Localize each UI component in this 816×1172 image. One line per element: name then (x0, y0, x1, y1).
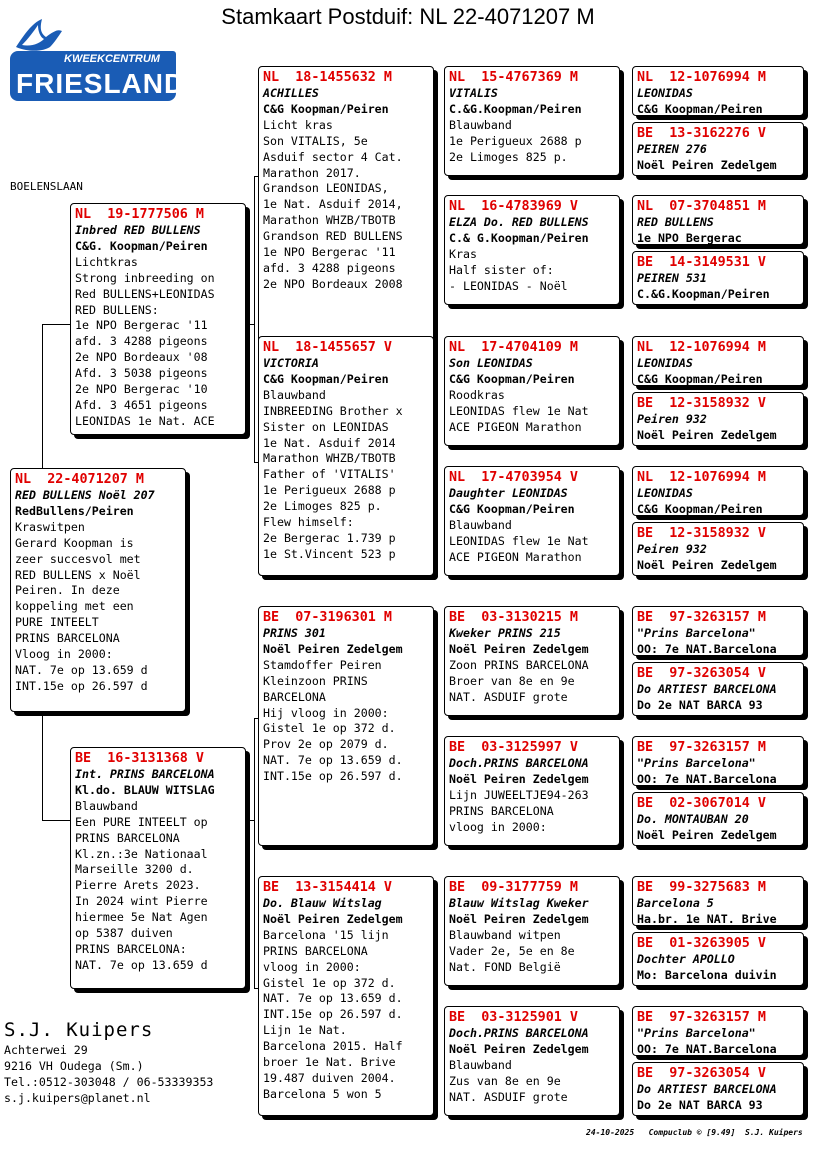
pigeon-card (70, 747, 246, 989)
ring-number: NL 12-1076994 M (637, 340, 766, 355)
pigeon-name: PRINS 301 (263, 626, 326, 640)
pigeon-note: PRINS BARCELONA: (75, 941, 187, 956)
pigeon-card (632, 606, 804, 656)
pigeon-owner: C&G Koopman/Peiren (263, 101, 389, 116)
logo-top-text: KWEEKCENTRUM (64, 53, 160, 65)
ring-number: BE 99-3275683 M (637, 880, 766, 895)
pigeon-note: PRINS BARCELONA (263, 943, 368, 958)
pigeon-note: RED BULLENS: (75, 302, 159, 317)
ring-number: BE 97-3263054 V (637, 1066, 766, 1081)
ring-number: BE 03-3125997 V (449, 740, 578, 755)
pigeon-note: zeer succesvol met (15, 551, 141, 566)
pigeon-card (632, 1006, 804, 1056)
pigeon-note: 1e Nat. Asduif 2014 (263, 435, 396, 450)
pigeon-name: LEONIDAS (637, 356, 693, 370)
breeder-city: 9216 VH Oudega (Sm.) (4, 1059, 144, 1073)
pigeon-name: ELZA Do. RED BULLENS (449, 215, 589, 229)
pigeon-note: Barcelona 2015. Half (263, 1039, 403, 1054)
pigeon-note: PRINS BARCELONA (15, 631, 120, 646)
ring-number: NL 07-3704851 M (637, 199, 766, 214)
pigeon-card (258, 336, 434, 576)
pigeon-card (444, 736, 620, 846)
pigeon-owner: Noël Peiren Zedelgem (637, 427, 777, 442)
pigeon-owner: Do 2e NAT BARCA 93 (637, 697, 763, 712)
pigeon-owner: Noël Peiren Zedelgem (263, 911, 403, 926)
pigeon-card (444, 876, 620, 986)
pigeon-card (444, 336, 620, 446)
pigeon-owner: Noël Peiren Zedelgem (449, 1041, 589, 1056)
page-title: Stamkaart Postduif: NL 22-4071207 M (221, 4, 595, 29)
pigeon-note: Barcelona 5 won 5 (263, 1086, 382, 1101)
pigeon-name: Do ARTIEST BARCELONA (637, 1082, 777, 1096)
pigeon-card (444, 606, 620, 716)
pigeon-name: Kweker PRINS 215 (449, 626, 561, 640)
ring-number: BE 13-3154414 V (263, 880, 392, 895)
pigeon-note: Marathon WHZB/TBOTB (263, 213, 396, 228)
pigeon-note: Vader 2e, 5e en 8e (449, 943, 575, 958)
pigeon-note: Broer van 8e en 9e (449, 673, 575, 688)
pigeon-note: LEONIDAS 1e Nat. ACE (75, 413, 215, 428)
pigeon-note: afd. 3 4288 pigeons (75, 334, 208, 349)
pigeon-name: LEONIDAS (637, 86, 693, 100)
pigeon-name: Int. PRINS BARCELONA (75, 767, 215, 781)
pigeon-card (632, 1062, 804, 1116)
ring-number: NL 19-1777506 M (75, 207, 204, 222)
pigeon-note: Licht kras (263, 117, 333, 132)
pigeon-note: Blauwband (75, 798, 138, 813)
ring-number: BE 03-3130215 M (449, 610, 578, 625)
pigeon-note: Grandson LEONIDAS, (263, 181, 389, 196)
pigeon-note: Strong inbreeding on (75, 270, 215, 285)
pigeon-note: 1e NPO Bergerac '11 (75, 318, 208, 333)
pigeon-note: hiermee 5e Nat Agen (75, 910, 208, 925)
pigeon-note: Gerard Koopman is (15, 535, 134, 550)
ring-number: BE 01-3263905 V (637, 936, 766, 951)
pigeon-note: 2e Bergerac 1.739 p (263, 530, 396, 545)
pigeon-owner: Ha.br. 1e NAT. Brive (637, 911, 777, 926)
pigeon-name: Blauw Witslag Kweker (449, 896, 589, 910)
pigeon-note: Gistel 1e op 372 d. (263, 721, 396, 736)
pigeon-note: BARCELONA (263, 689, 326, 704)
pigeon-card (632, 392, 804, 446)
pigeon-name: Son LEONIDAS (449, 356, 533, 370)
pigeon-note: 1e Perigueux 2688 p (263, 483, 396, 498)
pigeon-note: Asduif sector 4 Cat. (263, 149, 403, 164)
pigeon-note: Kl.zn.:3e Nationaal (75, 846, 208, 861)
pigeon-note: PRINS BARCELONA (449, 803, 554, 818)
ring-number: BE 16-3131368 V (75, 751, 204, 766)
pigeon-note: 2e NPO Bordeaux 2008 (263, 276, 403, 291)
pigeon-note: koppeling met een (15, 599, 134, 614)
pigeon-note: afd. 3 4288 pigeons (263, 260, 396, 275)
pigeon-note: Grandson RED BULLENS (263, 229, 403, 244)
pigeon-note: Zus van 8e en 9e (449, 1073, 561, 1088)
pigeon-note: INT.15e op 26.597 d (15, 678, 148, 693)
pigeon-owner: Mo: Barcelona duivin (637, 967, 777, 982)
pigeon-owner: C.&G.Koopman/Peiren (449, 101, 582, 116)
pigeon-owner: C&G Koopman/Peiren (637, 101, 763, 116)
pigeon-card (632, 522, 804, 576)
pigeon-owner: C.& G.Koopman/Peiren (449, 230, 589, 245)
pigeon-note: broer 1e Nat. Brive (263, 1055, 396, 1070)
pigeon-note: NAT. ASDUIF grote (449, 689, 568, 704)
pigeon-note: NAT. 7e op 13.659 d. (263, 753, 403, 768)
pigeon-card (632, 876, 804, 926)
pigeon-note: 2e Limoges 825 p. (449, 149, 568, 164)
pigeon-note: PRINS BARCELONA (75, 830, 180, 845)
pigeon-name: Peiren 932 (637, 412, 707, 426)
ring-number: NL 16-4783969 V (449, 199, 578, 214)
pigeon-name: "Prins Barcelona" (637, 626, 756, 640)
pigeon-note: INT.15e op 26.597 d. (263, 769, 403, 784)
pigeon-card (632, 736, 804, 786)
pigeon-owner: RedBullens/Peiren (15, 503, 134, 518)
pigeon-note: Father of 'VITALIS' (263, 467, 396, 482)
pigeon-note: 2e NPO Bordeaux '08 (75, 350, 208, 365)
pigeon-note: Marathon WHZB/TBOTB (263, 451, 396, 466)
pigeon-owner: C&G Koopman/Peiren (637, 371, 763, 386)
pigeon-name: RED BULLENS Noël 207 (15, 488, 155, 502)
pigeon-owner: C&G Koopman/Peiren (637, 501, 763, 516)
pigeon-note: INBREEDING Brother x (263, 403, 403, 418)
pigeon-card (444, 1006, 620, 1116)
pigeon-owner: Noël Peiren Zedelgem (637, 827, 777, 842)
pigeon-note: Prov 2e op 2079 d. (263, 737, 389, 752)
pigeon-note: 2e NPO Bergerac '10 (75, 382, 208, 397)
ring-number: BE 03-3125901 V (449, 1010, 578, 1025)
pigeon-note: Marathon 2017. (263, 165, 361, 180)
pigeon-name: Barcelona 5 (637, 896, 714, 910)
pigeon-name: Doch.PRINS BARCELONA (449, 1026, 589, 1040)
breeder-info (4, 1018, 213, 1106)
pigeon-owner: C&G Koopman/Peiren (449, 501, 575, 516)
pigeon-owner: OO: 7e NAT.Barcelona (637, 771, 777, 786)
pigeon-note: Vloog in 2000: (15, 647, 113, 662)
pigeon-note: Barcelona '15 lijn (263, 927, 389, 942)
pigeon-note: LEONIDAS flew 1e Nat (449, 403, 589, 418)
pigeon-note: INT.15e op 26.597 d. (263, 1007, 403, 1022)
pigeon-owner: Noël Peiren Zedelgem (449, 911, 589, 926)
ring-number: NL 18-1455632 M (263, 70, 392, 85)
breeder-phone: Tel.:0512-303048 / 06-53339353 (4, 1075, 214, 1089)
pigeon-owner: OO: 7e NAT.Barcelona (637, 641, 777, 656)
pigeon-owner: Noël Peiren Zedelgem (449, 771, 589, 786)
pigeon-note: ACE PIGEON Marathon (449, 419, 582, 434)
kweekcentrum-friesland-logo (10, 17, 186, 101)
pigeon-note: Blauwband (263, 387, 326, 402)
pigeon-note: - LEONIDAS - Noël (449, 278, 568, 293)
pigeon-name: PEIREN 276 (637, 142, 707, 156)
pigeon-note: LEONIDAS flew 1e Nat (449, 533, 589, 548)
pigeon-name: RED BULLENS (637, 215, 714, 229)
footer-credit: 24-10-2025 Compuclub © [9.49] S.J. Kuipers (586, 1128, 803, 1137)
pigeon-note: Kleinzoon PRINS (263, 673, 368, 688)
pigeon-owner: Do 2e NAT BARCA 93 (637, 1097, 763, 1112)
pigeon-note: 1e Nat. Asduif 2014, (263, 197, 403, 212)
pigeon-card (632, 122, 804, 176)
pigeon-note: Een PURE INTEELT op (75, 814, 208, 829)
pigeon-card (632, 792, 804, 846)
pigeon-card (258, 876, 434, 1116)
pigeon-card (632, 466, 804, 516)
ring-number: BE 09-3177759 M (449, 880, 578, 895)
pigeon-name: Daughter LEONIDAS (449, 486, 568, 500)
boelenslaan-label: BOELENSLAAN (10, 180, 83, 193)
pigeon-name: LEONIDAS (637, 486, 693, 500)
pigeon-note: Sister on LEONIDAS (263, 419, 389, 434)
pigeon-card (632, 932, 804, 986)
ring-number: BE 97-3263157 M (637, 610, 766, 625)
pigeon-note: Half sister of: (449, 262, 554, 277)
pigeon-note: Kras (449, 246, 477, 261)
ring-number: BE 13-3162276 V (637, 126, 766, 141)
pigeon-note: Afd. 3 4651 pigeons (75, 397, 208, 412)
pigeon-name: VITALIS (449, 86, 498, 100)
ring-number: NL 18-1455657 V (263, 340, 392, 355)
pigeon-card (444, 195, 620, 305)
pigeon-card (632, 66, 804, 116)
pigeon-note: Lichtkras (75, 254, 138, 269)
pigeon-note: Afd. 3 5038 pigeons (75, 366, 208, 381)
ring-number: BE 97-3263157 M (637, 740, 766, 755)
pigeon-card (632, 662, 804, 716)
pigeon-note: 1e St.Vincent 523 p (263, 546, 396, 561)
pigeon-note: Blauwband (449, 1057, 512, 1072)
pigeon-name: Inbred RED BULLENS (75, 223, 201, 237)
pigeon-note: Roodkras (449, 387, 505, 402)
pigeon-card (632, 336, 804, 386)
pigeon-note: vloog in 2000: (263, 959, 361, 974)
pigeon-note: Red BULLENS+LEONIDAS (75, 286, 215, 301)
ring-number: NL 17-4704109 M (449, 340, 578, 355)
ring-number: NL 22-4071207 M (15, 472, 144, 487)
pigeon-owner: C&G Koopman/Peiren (449, 371, 575, 386)
pigeon-note: NAT. 7e op 13.659 d. (263, 991, 403, 1006)
breeder-address: Achterwei 29 (4, 1043, 88, 1057)
pigeon-note: In 2024 wint Pierre (75, 894, 208, 909)
pigeon-note: 2e Limoges 825 p. (263, 499, 382, 514)
pigeon-owner: C&G. Koopman/Peiren (75, 238, 208, 253)
ring-number: BE 14-3149531 V (637, 255, 766, 270)
pigeon-note: Blauwband (449, 517, 512, 532)
pigeon-note: Peiren. In deze (15, 583, 120, 598)
pigeon-card (444, 466, 620, 576)
pigeon-owner: C&G Koopman/Peiren (263, 371, 389, 386)
ring-number: NL 15-4767369 M (449, 70, 578, 85)
pigeon-note: ACE PIGEON Marathon (449, 549, 582, 564)
pigeon-name: Doch.PRINS BARCELONA (449, 756, 589, 770)
ring-number: NL 12-1076994 M (637, 470, 766, 485)
breeder-email: s.j.kuipers@planet.nl (4, 1091, 151, 1105)
pigeon-note: Lijn JUWEELTJE94-263 (449, 787, 589, 802)
pigeon-note: op 5387 duiven (75, 926, 173, 941)
pigeon-name: VICTORIA (263, 356, 319, 370)
pigeon-name: ACHILLES (263, 86, 319, 100)
ring-number: BE 07-3196301 M (263, 610, 392, 625)
ring-number: BE 12-3158932 V (637, 526, 766, 541)
pigeon-note: NAT. ASDUIF grote (449, 1089, 568, 1104)
pigeon-owner: Noël Peiren Zedelgem (637, 157, 777, 172)
pigeon-note: Lijn 1e Nat. (263, 1023, 347, 1038)
ring-number: BE 12-3158932 V (637, 396, 766, 411)
pigeon-name: Do. Blauw Witslag (263, 896, 382, 910)
pigeon-card (444, 66, 620, 176)
pigeon-note: 1e NPO Bergerac '11 (263, 245, 396, 260)
pigeon-note: Hij vloog in 2000: (263, 705, 389, 720)
pigeon-note: Blauwband witpen (449, 927, 561, 942)
ring-number: NL 17-4703954 V (449, 470, 578, 485)
pigeon-note: Kraswitpen (15, 519, 85, 534)
ring-number: BE 97-3263054 V (637, 666, 766, 681)
pigeon-name: Peiren 932 (637, 542, 707, 556)
pigeon-name: Do ARTIEST BARCELONA (637, 682, 777, 696)
pigeon-note: 19.487 duiven 2004. (263, 1070, 396, 1085)
pigeon-name: Do. MONTAUBAN 20 (637, 812, 749, 826)
ring-number: NL 12-1076994 M (637, 70, 766, 85)
pigeon-note: Pierre Arets 2023. (75, 878, 201, 893)
pigeon-note: Marseille 3200 d. (75, 862, 194, 877)
pigeon-note: Gistel 1e op 372 d. (263, 975, 396, 990)
pigeon-card (632, 195, 804, 245)
pigeon-owner: 1e NPO Bergerac (637, 230, 742, 245)
pigeon-note: Son VITALIS, 5e (263, 133, 368, 148)
pigeon-name: "Prins Barcelona" (637, 1026, 756, 1040)
pigeon-owner: Noël Peiren Zedelgem (637, 557, 777, 572)
pigeon-owner: Kl.do. BLAUW WITSLAG (75, 782, 215, 797)
pigeon-name: PEIREN 531 (637, 271, 707, 285)
pigeon-note: Stamdoffer Peiren (263, 657, 382, 672)
pigeon-card (70, 203, 246, 435)
ring-number: BE 02-3067014 V (637, 796, 766, 811)
pigeon-note: Flew himself: (263, 515, 354, 530)
pigeon-note: Zoon PRINS BARCELONA (449, 657, 589, 672)
pigeon-note: vloog in 2000: (449, 819, 547, 834)
pigeon-name: Dochter APOLLO (637, 952, 735, 966)
logo-bottom-text: FRIESLAND (16, 68, 186, 99)
pigeon-note: PURE INTEELT (15, 615, 99, 630)
pigeon-note: RED BULLENS x Noël (15, 567, 141, 582)
pigeon-owner: C.&G.Koopman/Peiren (637, 286, 770, 301)
pigeon-note: 1e Perigueux 2688 p (449, 133, 582, 148)
breeder-name: S.J. Kuipers (4, 1019, 154, 1041)
pigeon-owner: OO: 7e NAT.Barcelona (637, 1041, 777, 1056)
ring-number: BE 97-3263157 M (637, 1010, 766, 1025)
pigeon-card (258, 606, 434, 846)
pigeon-card (632, 251, 804, 305)
pigeon-card (10, 468, 186, 712)
pigeon-note: Blauwband (449, 117, 512, 132)
pigeon-note: NAT. 7e op 13.659 d (15, 662, 148, 677)
pigeon-note: NAT. 7e op 13.659 d (75, 957, 208, 972)
pigeon-owner: Noël Peiren Zedelgem (263, 641, 403, 656)
pigeon-name: "Prins Barcelona" (637, 756, 756, 770)
pigeon-note: Nat. FOND België (449, 959, 561, 974)
pigeon-owner: Noël Peiren Zedelgem (449, 641, 589, 656)
